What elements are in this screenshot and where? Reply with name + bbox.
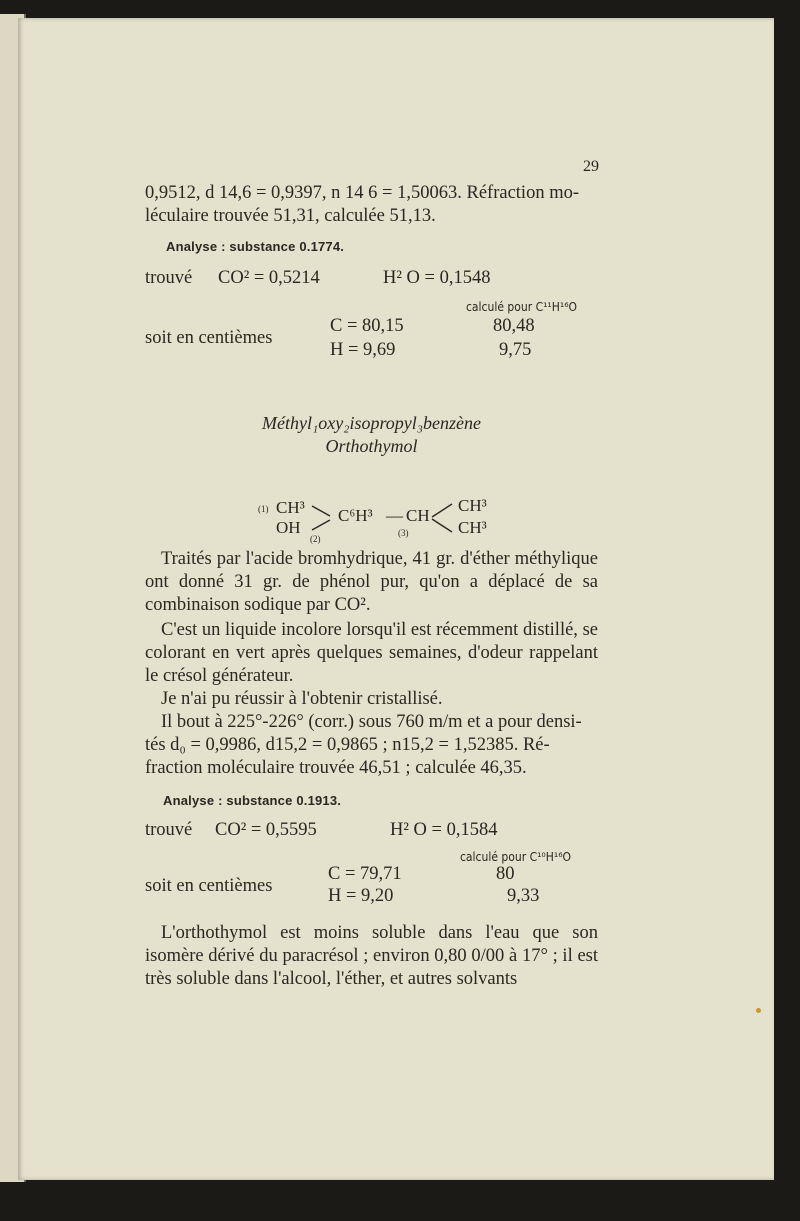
analysis-1-calc-header: calculé pour C¹¹H¹⁶O xyxy=(466,300,578,314)
page-number: 29 xyxy=(583,158,599,175)
formula-ch: CH xyxy=(406,506,430,525)
analysis-2-found-label: trouvé xyxy=(145,820,193,840)
paragraph-4-line-2: tés d₀ = 0,9986, d15,2 = 0,9865 ; n15,2 = 1,52385. Ré- xyxy=(145,735,550,755)
analysis-1-c-found: C = 80,15 xyxy=(330,316,404,336)
analysis-1-title: Analyse : substance 0.1774. xyxy=(166,239,345,254)
paragraph-1-text: Traités par l'acide bromhydrique, 41 gr. d'éther méthylique ont donné 31 gr. de phénol pur, qu'on a déplacé de sa combinaison sodique par CO². xyxy=(145,549,598,615)
formula-pos-3: (3) xyxy=(398,528,409,538)
right-bracket-lines xyxy=(430,500,456,536)
compound-subheading: Orthothymol xyxy=(325,436,418,456)
paragraph-4-line-1: Il bout à 225°-226° (corr.) sous 760 m/m et a pour densi- xyxy=(161,712,582,732)
analysis-1-percent-label: soit en centièmes xyxy=(145,328,273,348)
formula-dash: — xyxy=(386,506,403,525)
structural-formula xyxy=(258,496,518,556)
analysis-2-title: Analyse : substance 0.1913. xyxy=(163,793,342,808)
analysis-2-h-calc: 9,33 xyxy=(507,886,540,906)
intro-line-2: léculaire trouvée 51,31, calculée 51,13. xyxy=(145,206,436,226)
analysis-2-co2: CO² = 0,5595 xyxy=(215,820,317,840)
analysis-1-co2: CO² = 0,5214 xyxy=(218,268,320,288)
analysis-1-h-found: H = 9,69 xyxy=(330,340,396,360)
formula-ch3-right-top: CH³ xyxy=(458,496,487,515)
formula-ch3-left: CH³ xyxy=(276,498,305,517)
paragraph-1 xyxy=(145,548,598,617)
analysis-2-h2o: H² O = 0,1584 xyxy=(390,820,498,840)
analysis-1-h2o: H² O = 0,1548 xyxy=(383,268,491,288)
intro-line-1: 0,9512, d 14,6 = 0,9397, n 14 6 = 1,50063. Réfraction mo- xyxy=(145,183,579,203)
analysis-1-found-label: trouvé xyxy=(145,268,193,288)
book-page xyxy=(18,18,774,1180)
compound-heading: Méthyl₁oxy₂isopropyl₃benzène xyxy=(261,413,482,433)
formula-pos-2: (2) xyxy=(310,534,321,544)
analysis-2-calc-header: calculé pour C¹⁰H¹⁶O xyxy=(460,850,572,864)
paragraph-2-text: C'est un liquide incolore lorsqu'il est récemment distillé, se colorant en vert après quelques semaines, d'odeur rappelant le crésol générateur. xyxy=(145,620,598,686)
formula-oh: OH xyxy=(276,518,301,537)
analysis-1-c-calc: 80,48 xyxy=(493,316,535,336)
formula-ch3-right-bottom: CH³ xyxy=(458,518,487,537)
margin-ink-dot xyxy=(756,1008,761,1013)
formula-pos-1: (1) xyxy=(258,504,269,514)
paragraph-4-line-3: fraction moléculaire trouvée 46,51 ; calculée 46,35. xyxy=(145,758,527,778)
paragraph-5 xyxy=(145,922,598,991)
analysis-1-h-calc: 9,75 xyxy=(499,340,532,360)
left-bracket-lines xyxy=(310,502,334,534)
analysis-2-c-found: C = 79,71 xyxy=(328,864,402,884)
analysis-2-c-calc: 80 xyxy=(496,864,515,884)
formula-ring: C⁶H³ xyxy=(338,506,373,525)
paragraph-3-text: Je n'ai pu réussir à l'obtenir cristallisé. xyxy=(161,689,443,709)
paragraph-5-text: L'orthothymol est moins soluble dans l'eau que son isomère dérivé du paracrésol ; environ 0,80 0/00 à 17° ; il est très soluble dans l'alcool, l'éther, et autres solvants xyxy=(145,923,598,989)
analysis-2-percent-label: soit en centièmes xyxy=(145,876,273,896)
analysis-2-h-found: H = 9,20 xyxy=(328,886,394,906)
paragraph-2 xyxy=(145,619,598,688)
paragraph-3 xyxy=(145,688,598,711)
